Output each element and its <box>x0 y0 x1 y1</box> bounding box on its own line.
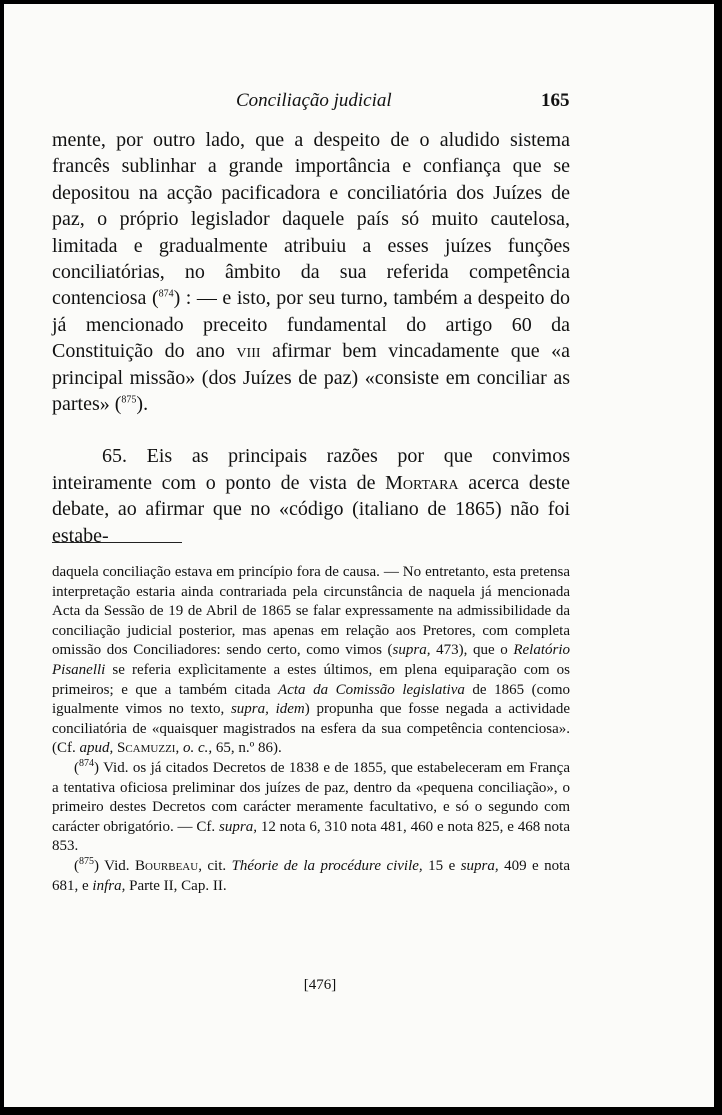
text-run: acerca deste debate, ao afirmar que no «código (italiano de 1865) não foi estabe- <box>52 471 571 547</box>
author-name: Scamuzzi <box>117 740 176 757</box>
text-run: ). <box>136 393 149 416</box>
italic-run: supra, idem <box>230 701 305 718</box>
book-page <box>4 4 714 1107</box>
footnotes <box>52 563 570 896</box>
running-title: Conciliação judicial <box>236 90 392 111</box>
footnote-875: ($^{875}$) Vid. Bourbeau, cit. Théorie de la procédure civile, 15 e supra, 409 e nota 681, e infra, Parte II, Cap. II. <box>52 855 570 894</box>
italic-run: supra, <box>460 857 499 874</box>
footnote-divider <box>52 542 182 543</box>
italic-run: infra, <box>92 877 126 894</box>
italic-run: apud, <box>79 740 114 757</box>
italic-run: supra, <box>392 642 431 659</box>
paragraph-65 <box>52 443 570 549</box>
italic-run: Relatório Pisanelli <box>52 642 571 678</box>
footnote-number: 874 <box>79 757 94 769</box>
text-run: ) Vid. <box>94 857 135 874</box>
footnote-ref: 875 <box>121 394 137 406</box>
footnote-number: 875 <box>79 855 94 867</box>
text-run: mente, por outro lado, que a despeito de o aludido sistema francês sublinhar a grande importância e confiança que se depositou na acção pacificadora e conciliatória dos Juízes de paz, o próprio legislador daquele país só muito cautelosa, limitada e gradualmente atribuiu a esses juízes funções conciliatórias, no âmbito da sua referida competência contenciosa ( <box>52 129 570 310</box>
text-run: de 1865 (como igualmente vimos no texto, <box>52 681 570 718</box>
page-number: 165 <box>541 90 570 111</box>
text-run: 15 e <box>422 857 461 874</box>
text-run: ) Vid. os já citados Decretos de 1838 e de 1855, que estabeleceram em França a tentativa oficiosa preliminar dos juízes de paz, dentro da «pequena conciliação», o primeiro destes Decretos com carácter meramente facultativo, e só o segundo com carácter obrigatório. — Cf. <box>52 759 570 835</box>
page-header <box>4 90 714 120</box>
italic-run: o. c., <box>182 740 213 757</box>
footnote-ref: 874 <box>158 288 174 300</box>
text-run: 473), que o <box>430 642 514 659</box>
roman-numeral: viii <box>236 340 261 363</box>
footnote-continuation <box>52 563 570 759</box>
author-name: Bourbeau <box>135 857 199 874</box>
text-run: 12 nota 6, 310 nota 481, 460 e nota 825, e 468 nota 853. <box>52 818 570 855</box>
text-run: 65. Eis as principais razões por que convimos inteiramente com o ponto de vista de <box>52 445 570 494</box>
author-name: Mortara <box>385 471 459 494</box>
text-run: 65, n.º 86). <box>212 740 282 757</box>
footnote-874: ($^{874}$) Vid. os já citados Decretos de 1838 e de 1855, que estabeleceram em França a tentativa oficiosa preliminar dos juízes de paz, dentro da «pequena conciliação», o primeiro destes Decretos com carácter meramente facultativo, e só o segundo com carácter obrigatório. — Cf. supra, 12 nota 6, 310 nota 481, 460 e nota 825, e 468 nota 853. <box>52 757 570 855</box>
text-run: afirmar bem vincadamente que «a principal missão» (dos Juízes de paz) «consiste em conciliar as partes» ( <box>52 340 571 416</box>
paragraph-continuation <box>52 127 570 417</box>
text-run: 409 e nota 681, e <box>52 857 570 894</box>
text-run: se referia explìcitamente a estes últimos, em plena equiparação com os primeiros; e que a também citada <box>52 661 570 698</box>
text-run: , cit. <box>198 857 232 874</box>
text-run: ) propunha que fosse negada a actividade conciliatória de «quaisquer magistrados na esfera da sua competência contenciosa». (Cf. <box>52 701 570 757</box>
main-text <box>52 127 570 549</box>
text-run: ) : — e isto, por seu turno, também a despeito do já mencionado preceito fundamental do artigo 60 da Constituição do ano <box>52 287 570 363</box>
italic-run: Acta da Comissão legislativa <box>278 681 465 698</box>
text-run: , <box>175 740 183 757</box>
italic-run: Théorie de la procédure civile, <box>231 857 423 874</box>
folio-number: [476] <box>303 977 337 993</box>
italic-run: supra, <box>219 818 257 835</box>
text-run: daquela conciliação estava em princípio fora de causa. — No entretanto, esta pretensa interpretação estaria ainda contrariada pela circunstância de naquela já mencionada Acta da Sessão de 19 de Abril de 1865 se falar expressamente na admissibilidade da conciliação judicial posterior, mas apenas em relação aos Pretores, com completa omissão dos Conciliadores: sendo certo, como vimos ( <box>52 564 570 659</box>
text-run: Parte II, Cap. II. <box>125 877 227 894</box>
